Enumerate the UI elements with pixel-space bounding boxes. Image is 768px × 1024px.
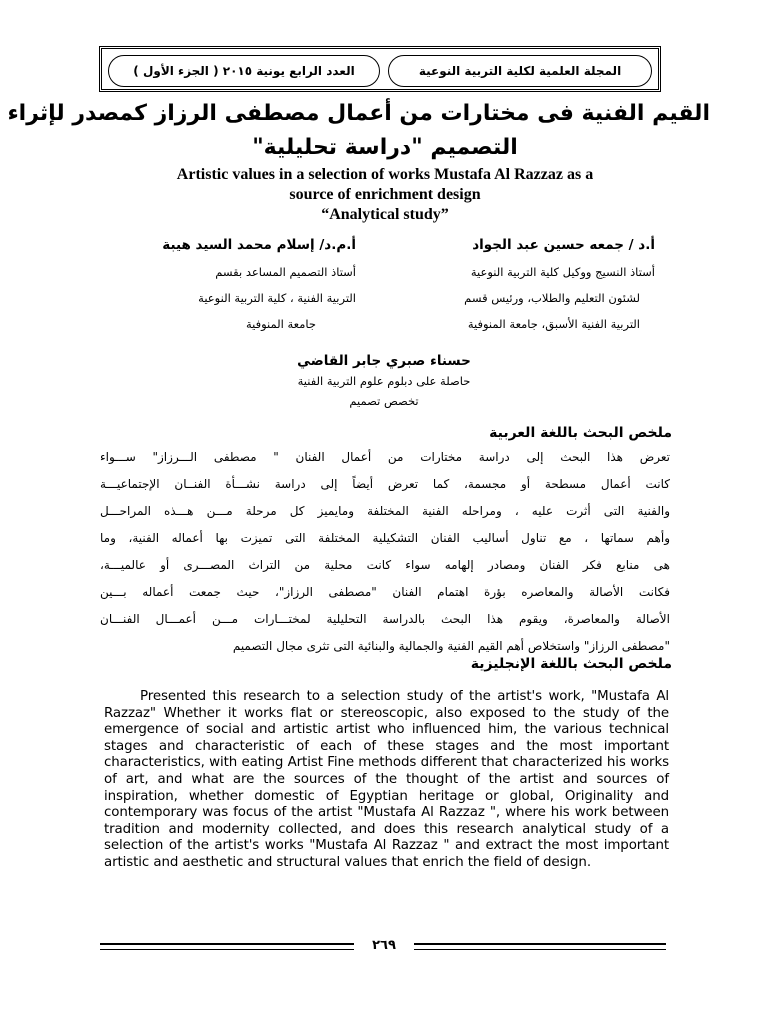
arabic-abstract-line: والفنية التى أثرت عليه ، ومراحله الفنية المختلفة ومايميز كل مرحلة مـــن هـــذه المراحـــل <box>100 504 670 518</box>
journal-name-badge: المجلة العلمية لكلية التربية النوعية <box>388 55 652 87</box>
author-2-name: أ.م.د/ إسلام محمد السيد هيبة <box>162 237 356 253</box>
author-2-affiliation: أستاذ التصميم المساعد بقسم <box>215 265 356 279</box>
english-abstract-heading: ملخص البحث باللغة الإنجليزية <box>470 656 672 672</box>
arabic-abstract-line: تعرض هذا البحث إلى دراسة مختارات من أعمال الفنان " مصطفى الـــرزاز" ســـواء <box>100 450 670 464</box>
issue-badge: العدد الرابع يونية ٢٠١٥ ( الجزء الأول ) <box>108 55 380 87</box>
english-title-line3: “Analytical study” <box>321 206 449 223</box>
author-3-name: حسناء صبري جابر القاضي <box>297 353 471 369</box>
author-1-affiliation: لشئون التعليم والطلاب، ورئيس قسم <box>464 291 640 305</box>
arabic-abstract-line: فكانت الأصالة والمعاصره بؤرة اهتمام الفنان "مصطفى الرزاز"، حيث جمعت أعماله بـــين <box>100 585 670 599</box>
arabic-title-line2: التصميم "دراسة تحليلية" <box>252 135 518 160</box>
arabic-abstract-heading: ملخص البحث باللغة العربية <box>489 425 672 441</box>
author-1-affiliation: أستاذ النسيج ووكيل كلية التربية النوعية <box>470 265 655 279</box>
author-3-affiliation: تخصص تصميم <box>349 394 419 408</box>
author-1-name: أ.د / جمعه حسين عبد الجواد <box>472 237 655 253</box>
english-title-line1: Artistic values in a selection of works Mustafa Al Razzaz as a <box>176 166 594 183</box>
author-2-affiliation: التربية الفنية ، كلية التربية النوعية <box>198 291 356 305</box>
author-3-affiliation: حاصلة على دبلوم علوم التربية الفنية <box>297 374 471 388</box>
english-title-line2: source of enrichment design <box>289 186 481 203</box>
author-1-affiliation: التربية الفنية الأسبق، جامعة المنوفية <box>467 317 640 331</box>
journal-header <box>99 46 661 92</box>
arabic-title-line1: القيم الفنية فى مختارات من أعمال مصطفى الرزاز كمصدر لإثراء <box>7 101 710 126</box>
arabic-abstract-line: وأهم سماتها ، مع تناول أساليب الفنان التشكيلية المختلفة التى تميزت بها أعماله الفنية، وما <box>100 531 670 545</box>
author-2-affiliation: جامعة المنوفية <box>245 317 316 331</box>
arabic-abstract-line: "مصطفى الرزاز" واستخلاص أهم القيم الفنية والجمالية والبنائية التى تثرى مجال التصميم <box>232 639 670 653</box>
arabic-abstract-line: الأصالة والمعاصرة، ويقوم هذا البحث بالدراسة التحليلية لمختـــارات مـــن أعمـــال الفنـــان <box>100 612 670 626</box>
arabic-abstract-line: كانت أعمال مسطحة أو مجسمة، كما تعرض أيضاً إلى دراسة نشـــأة الفنــان الإجتماعيـــة <box>100 477 670 491</box>
english-abstract-body: Presented this research to a selection study of the artist's work, "Mustafa Al Razzaz" Whether it works flat or stereoscopic, also exposed to the study of the emergence of social and artistic artist who influenced him, the various technical stages and characteristic of each of these stages and the most important characteristics, with eating Artist Fine methods different that characterized his works of art, and what are the sources of the thought of the artist and sources of inspiration, whether domestic of Egyptian heritage or global, Originality and contemporary was focus of the artist "Mustafa Al Razzaz ", where his work between tradition and modernity collected, and does this research analytical study of a selection of the artist's works "Mustafa Al Razzaz " and extract the most important artistic and aesthetic and structural values that enrich the field of design. <box>104 689 669 870</box>
arabic-abstract-line: هى منابع فكر الفنان ومصادر إلهامه سواء كانت محلية من التراث المصـــرى أو عالميـــة، <box>100 558 670 572</box>
page-number: ٢٦٩ <box>354 938 414 954</box>
arabic-abstract-body <box>100 444 670 660</box>
